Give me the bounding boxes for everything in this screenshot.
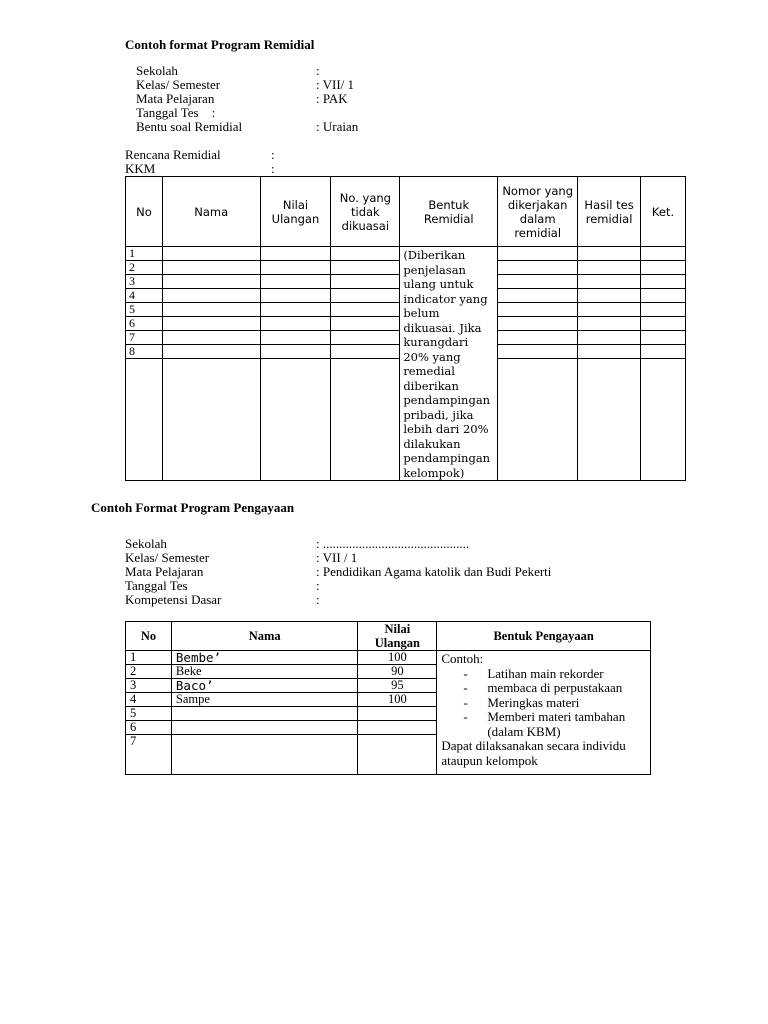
- row-no: 3: [126, 275, 163, 289]
- row-no: 7: [126, 331, 163, 345]
- header-hasil-tes: Hasil tes remidial: [578, 177, 641, 247]
- row-no: 2: [126, 665, 172, 679]
- row-no: 6: [126, 721, 172, 735]
- bentuk-list: [441, 667, 646, 740]
- row-nama: [171, 721, 358, 735]
- field-label-sekolah: Sekolah: [136, 63, 178, 78]
- field-label-kelas: Kelas/ Semester: [136, 77, 221, 92]
- row-nilai: [358, 735, 437, 775]
- list-item: - membaca di perpustakaan: [463, 681, 646, 696]
- row-nama: Baco’: [171, 679, 358, 693]
- row-nama: Beke: [171, 665, 358, 679]
- row-no: 4: [126, 693, 172, 707]
- kkm-label: KKM: [125, 161, 156, 176]
- row-no: 5: [126, 303, 163, 317]
- row-nilai: 90: [358, 665, 437, 679]
- row-nama: Sampe: [171, 693, 358, 707]
- pengayaan-title: Contoh Format Program Pengayaan: [91, 500, 295, 515]
- list-item: - Memberi materi tambahan (dalam KBM): [463, 710, 646, 739]
- field-label-tanggal: Tanggal Tes: [125, 578, 188, 593]
- pengayaan-table: [125, 621, 651, 775]
- header-bentuk-pengayaan: Bentuk Pengayaan: [437, 622, 651, 651]
- field-label-kompetensi: Kompetensi Dasar: [125, 592, 222, 607]
- row-no: 8: [126, 345, 163, 359]
- row-no: 7: [126, 735, 172, 775]
- list-item: - Meringkas materi: [463, 696, 646, 711]
- field-label-mapel: Mata Pelajaran: [136, 91, 215, 106]
- field-value-kelas: : VII / 1: [316, 550, 358, 565]
- row-no: 5: [126, 707, 172, 721]
- header-nama: Nama: [162, 177, 260, 247]
- row-nilai: 95: [358, 679, 437, 693]
- remedial-table: [125, 176, 686, 481]
- kkm-value: :: [271, 161, 275, 176]
- field-label-mapel: Mata Pelajaran: [125, 564, 204, 579]
- row-nama: [171, 735, 358, 775]
- row-no: 1: [126, 247, 163, 261]
- field-label-kelas: Kelas/ Semester: [125, 550, 210, 565]
- row-no: 6: [126, 317, 163, 331]
- list-item: - Latihan main rekorder: [463, 667, 646, 682]
- header-nilai-ulangan: Nilai Ulangan: [358, 622, 437, 651]
- field-label-sekolah: Sekolah: [125, 536, 167, 551]
- row-no: 1: [126, 651, 172, 665]
- field-label-bentuk-soal: Bentu soal Remidial: [136, 119, 243, 134]
- header-no-tidak-dikuasai: No. yang tidak dikuasai: [331, 177, 400, 247]
- row-nama: [171, 707, 358, 721]
- header-no: No: [126, 177, 163, 247]
- bentuk-pengayaan-cell: [437, 651, 651, 775]
- field-value-mapel: : PAK: [316, 91, 348, 106]
- field-value-sekolah: : .............................................: [316, 536, 470, 551]
- row-nilai: [358, 721, 437, 735]
- rencana-value: :: [271, 147, 275, 162]
- table-row: [126, 651, 651, 665]
- header-no: No: [126, 622, 172, 651]
- header-bentuk-remidial: Bentuk Remidial: [400, 177, 498, 247]
- rencana-label: Rencana Remidial: [125, 147, 221, 162]
- field-value-mapel: : Pendidikan Agama katolik dan Budi Pekerti: [316, 564, 552, 579]
- header-nilai-ulangan: Nilai Ulangan: [260, 177, 331, 247]
- table-row: [126, 247, 686, 261]
- bentuk-outro: Dapat dilaksanakan secara individu ataupun kelompok: [441, 738, 626, 768]
- header-nomor-dikerjakan: Nomor yang dikerjakan dalam remidial: [498, 177, 578, 247]
- row-nilai: [358, 707, 437, 721]
- row-nama: Bembe’: [171, 651, 358, 665]
- row-nilai: 100: [358, 651, 437, 665]
- field-value-tanggal: :: [316, 578, 320, 593]
- header-nama: Nama: [171, 622, 358, 651]
- header-ket: Ket.: [641, 177, 686, 247]
- field-value-bentuk-soal: : Uraian: [316, 119, 359, 134]
- row-no: 4: [126, 289, 163, 303]
- row-no: 2: [126, 261, 163, 275]
- bentuk-remidial-text: (Diberikan penjelasan ulang untuk indicator yang belum dikuasai. Jika kurangdari 20% yang remedial diberikan pendampingan pribadi, jika lebih dari 20% dilakukan pendampingan kelompok): [400, 247, 498, 481]
- field-value-kompetensi: :: [316, 592, 320, 607]
- bentuk-intro: Contoh:: [441, 651, 484, 666]
- field-label-tanggal: Tanggal Tes :: [136, 105, 216, 120]
- field-value-kelas: : VII/ 1: [316, 77, 355, 92]
- row-no: 3: [126, 679, 172, 693]
- remedial-title: Contoh format Program Remidial: [125, 37, 315, 52]
- field-value-sekolah: :: [316, 63, 320, 78]
- row-nilai: 100: [358, 693, 437, 707]
